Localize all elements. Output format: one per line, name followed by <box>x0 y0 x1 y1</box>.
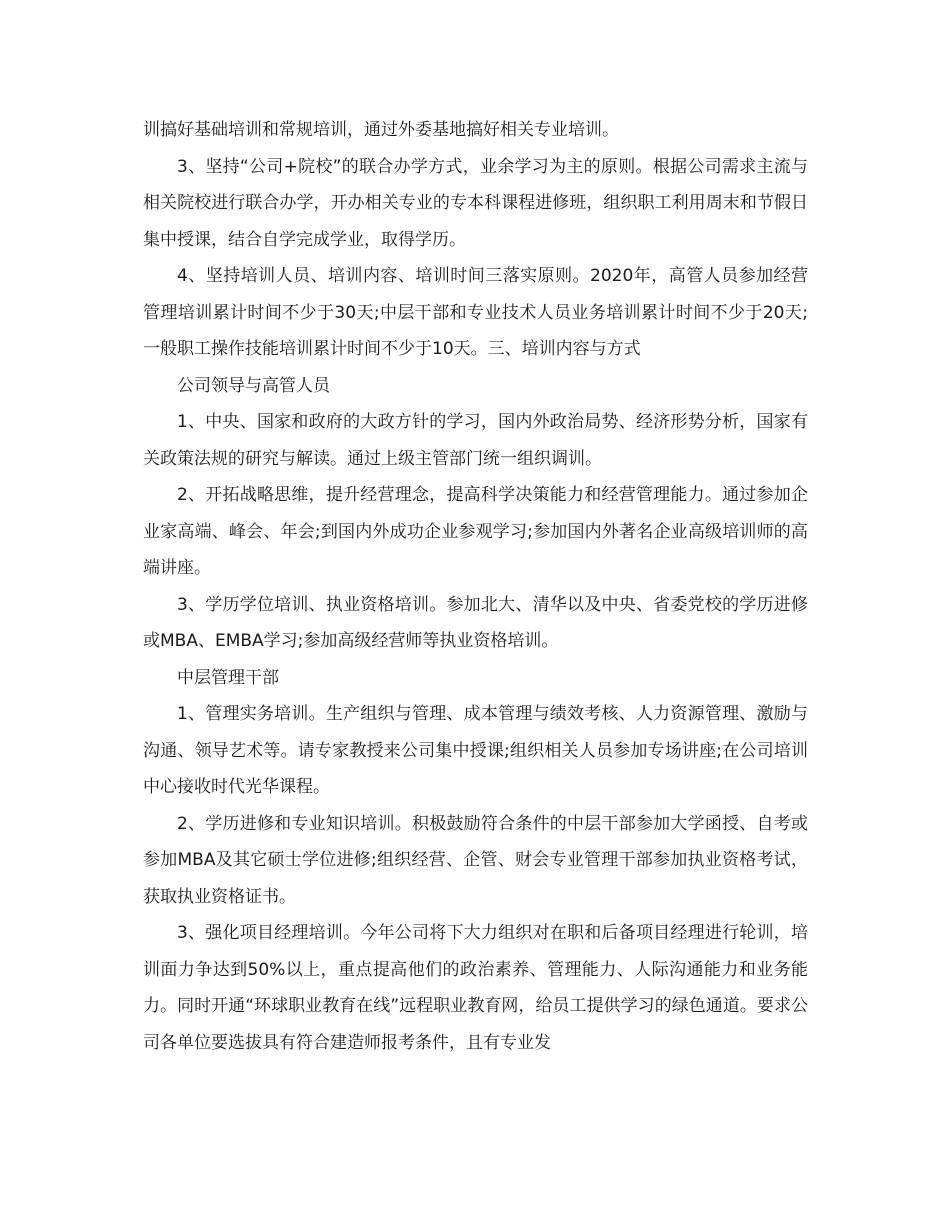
paragraph-continuation: 训搞好基础培训和常规培训，通过外委基地搞好相关专业培训。 <box>143 120 619 140</box>
paragraph-three-implementation: 4、坚持培训人员、培训内容、培训时间三落实原则。2020年，高管人员参加经营管理培训累计时间不少于30天;中层干部和专业技术人员业务培训累计时间不少于20天;一般职工操作技能培训累计时间不少于10天。三、培训内容与方式 <box>143 266 808 359</box>
paragraph-project-manager-training: 3、强化项目经理培训。今年公司将下大力组织对在职和后备项目经理进行轮训，培训面力争达到50%以上，重点提高他们的政治素养、管理能力、人际沟通能力和业务能力。同时开通“环球职业教育在线”远程职业教育网，给员工提供学习的绿色通道。要求公司各单位要选拔具有符合建造师报考条件，且有专业发 <box>143 923 808 1053</box>
paragraph-management-practice: 1、管理实务培训。生产组织与管理、成本管理与绩效考核、人力资源管理、激励与沟通、领导艺术等。请专家教授来公司集中授课;组织相关人员参加专场讲座;在公司培训中心接收时代光华课程。 <box>143 704 808 797</box>
paragraph-strategic-thinking: 2、开拓战略思维，提升经营理念，提高科学决策能力和经营管理能力。通过参加企业家高端、峰会、年会;到国内外成功企业参观学习;参加国内外著名企业高级培训师的高端讲座。 <box>143 485 808 578</box>
section-heading-middle-management: 中层管理干部 <box>177 667 279 688</box>
paragraph-professional-knowledge: 2、学历进修和专业知识培训。积极鼓励符合条件的中层干部参加大学函授、自考或参加MBA及其它硕士学位进修;组织经营、企管、财会专业管理干部参加执业资格考试，获取执业资格证书。 <box>143 813 808 907</box>
paragraph-school-cooperation: 3、坚持“公司+院校”的联合办学方式，业余学习为主的原则。根据公司需求主流与相关院校进行联合办学，开办相关专业的专本科课程进修班，组织职工利用周末和节假日集中授课，结合自学完成学业，取得学历。 <box>143 156 808 250</box>
paragraph-degree-training: 3、学历学位培训、执业资格培训。参加北大、清华以及中央、省委党校的学历进修或MBA、EMBA学习;参加高级经营师等执业资格培训。 <box>143 594 808 651</box>
document-body <box>143 112 808 1061</box>
paragraph-policy-study: 1、中央、国家和政府的大政方针的学习，国内外政治局势、经济形势分析，国家有关政策法规的研究与解读。通过上级主管部门统一组织调训。 <box>143 412 808 469</box>
section-heading-senior-management: 公司领导与高管人员 <box>177 375 330 396</box>
